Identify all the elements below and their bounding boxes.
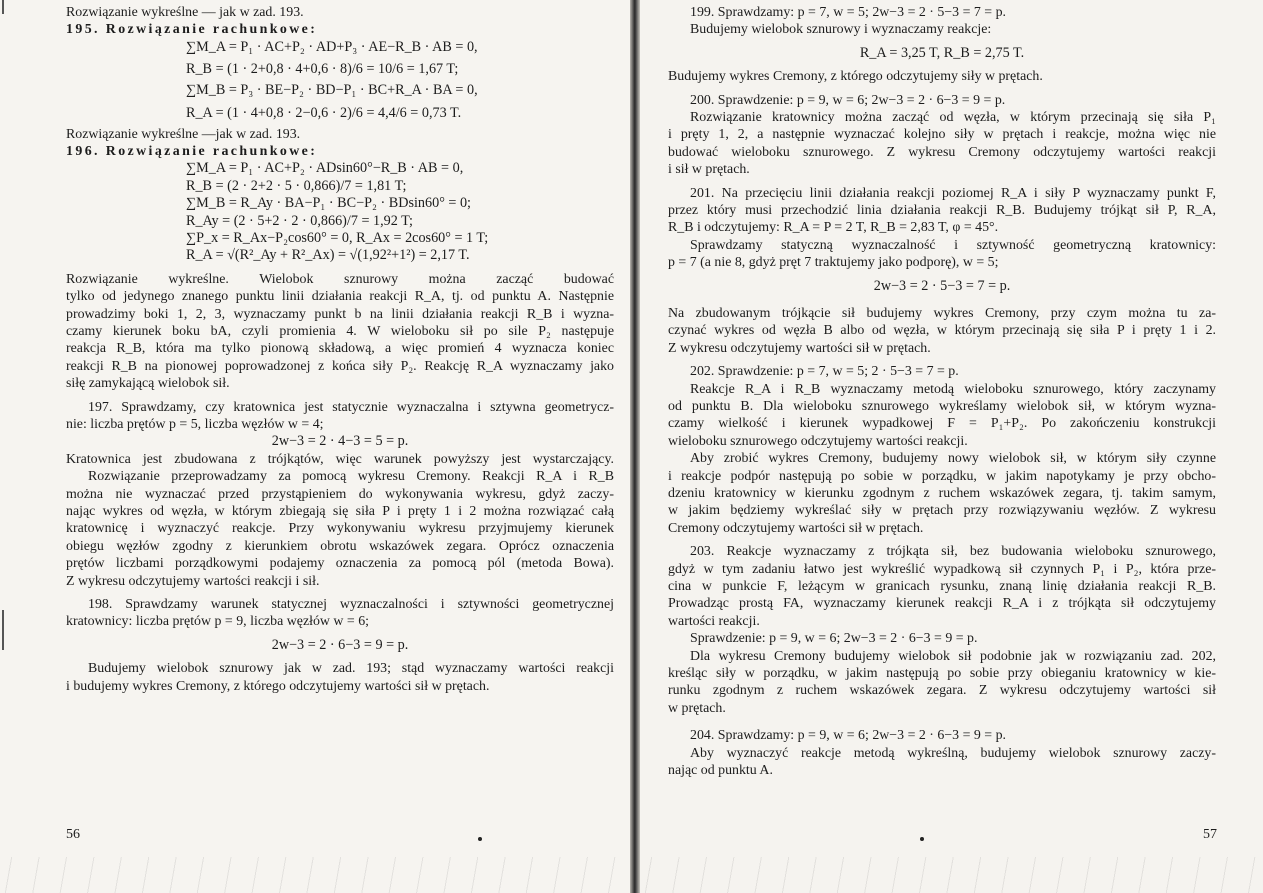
equation-line: R_Ay = (2 · 5+2 · 2 · 0,866)/7 = 1,92 T; [186, 212, 413, 229]
book-gutter [630, 0, 640, 893]
text-line: od punktu B. Dla wieloboku sznurowego wykreślamy wielobok sił, w którym wyzna- [668, 398, 1216, 414]
text-line: nając wykres od węzła, w którym zbiegają się siła P i pręty 1 i 2 można rozwiązać całą [66, 504, 614, 519]
equation-line: ∑P_x = R_Ax−P₂cos60° = 0, R_Ax = 2cos60° = 1 T; [186, 230, 489, 247]
equation-line: 2w−3 = 2 · 4−3 = 5 = p. [271, 433, 409, 450]
right-page [640, 0, 1263, 893]
text-line: Z wykresu odczytujemy wartości reakcji i sił. [66, 573, 320, 589]
printer-dot [478, 837, 482, 841]
text-line: 204. Sprawdzamy: p = 9, w = 6; 2w−3 = 2 · 6−3 = 9 = p. [690, 728, 1007, 744]
text-line: czamy kierunek boku bA, czyli promienia 4. W wieloboku sił po sile P₂ następuje [66, 324, 614, 340]
text-line: 197. Sprawdzamy, czy kratownica jest statycznie wyznaczalna i sztywna geometrycz- [88, 399, 614, 415]
text-line: i sił w prętach. [668, 162, 750, 178]
text-line: przez który musi przechodzić linia działania reakcji R_B. Budujemy trójkąt sił P, R_A, [668, 203, 1216, 218]
text-line: 198. Sprawdzamy warunek statycznej wyznaczalności i sztywności geometrycznej [88, 596, 614, 612]
text-line: Dla wykresu Cremony budujemy wielobok sił podobnie jak w rozwiązaniu zad. 202, [690, 648, 1216, 664]
text-line: 196. Rozwiązanie rachunkowe: [66, 144, 318, 160]
right-text-column [668, 4, 1216, 779]
page-edge-mark [2, 0, 4, 14]
text-line: p = 7 (a nie 8, gdyż pręt 7 traktujemy jako podporę), w = 5; [668, 255, 999, 271]
text-line: 202. Sprawdzenie: p = 7, w = 5; 2 · 5−3 = 7 = p. [690, 364, 959, 380]
text-line: Sprawdzamy statyczną wyznaczalność i sztywność geometryczną kratownicy: [690, 237, 1216, 253]
text-line: 201. Na przecięciu linii działania reakcji poziomej R_A i siły P wyznaczamy punkt F, [690, 185, 1216, 201]
text-line: Prowadząc prostą FA, wyznaczamy kierunek reakcji R_A i z trójkąta sił odczytujemy [668, 596, 1216, 612]
page-edge-mark [2, 610, 4, 650]
text-line: Aby zrobić wykres Cremony, budujemy nowy wielobok sił, w którym siły czynne [690, 451, 1216, 467]
text-line: obiegu węzłów zgodny z kierunkiem obrotu wskazówek zegara. Oprócz oznaczenia [66, 538, 614, 554]
text-line: dzeniu kratownicy w kierunku zgodnym z ruchem wskazówek zegara, tj. takim samym, [668, 485, 1216, 501]
text-line: czynać wykres od węzła B albo od węzła, w którym przecinają się siła P i pręty 1 i 2. [668, 323, 1216, 339]
text-line: gdyż w tym zadaniu łatwo jest wykreślić wypadkową sił czynnych P₁ i P₂, która prze- [668, 561, 1216, 577]
text-line: Na zbudowanym trójkącie sił budujemy wykres Cremony, przy czym można tu za- [668, 306, 1216, 321]
text-line: 195. Rozwiązanie rachunkowe: [66, 22, 318, 38]
text-line: runku zgodnym z ruchem wskazówek zegara. Z wykresu odczytujemy wartości sił [668, 683, 1216, 699]
text-line: Budujemy wielobok sznurowy jak w zad. 193; stąd wyznaczamy wartości reakcji [88, 661, 614, 677]
text-line: Budujemy wielobok sznurowy i wyznaczamy reakcje: [690, 22, 992, 38]
text-line: prowadzimy boki 1, 2, 3, wyznaczamy punkt b na linii działania reakcji R_B i wyzna- [66, 306, 614, 322]
page-number-right: 57 [1203, 827, 1217, 842]
text-line: Sprawdzenie: p = 9, w = 6; 2w−3 = 2 · 6−3 = 9 = p. [690, 631, 978, 647]
text-line: czamy wielkość i kierunek wypadkowej F = P₁+P₂. Po zakończeniu konstrukcji [668, 416, 1216, 432]
text-line: 200. Sprawdzenie: p = 9, w = 6; 2w−3 = 2 · 6−3 = 9 = p. [690, 92, 1006, 108]
text-line: kratownicy: liczba prętów p = 9, liczba węzłów w = 6; [66, 614, 370, 630]
text-line: Reakcje R_A i R_B wyznaczamy metodą wieloboku sznurowego, który zaczynamy [690, 381, 1216, 397]
text-line: R_B i odczytujemy: R_A = P = 2 T, R_B = 2,83 T, φ = 45°. [668, 220, 999, 236]
text-line: prętów liczbami porządkowymi podajemy oznaczenia za pomocą pól (metoda Bowa). [66, 556, 614, 572]
text-line: budować wieloboku sznurowego. Z wykresu Cremony odczytujemy wartości reakcji [668, 144, 1216, 160]
left-text-column [66, 4, 614, 695]
text-line: w prętach. [668, 700, 726, 716]
text-line: 199. Sprawdzamy: p = 7, w = 5; 2w−3 = 2 · 5−3 = 7 = p. [690, 5, 1007, 20]
text-line: wieloboku sznurowego odczytujemy wartości reakcji. [668, 433, 968, 449]
scan-noise [640, 857, 1263, 893]
text-line: Kratownica jest zbudowana z trójkątów, więc warunek powyższy jest wystarczający. [66, 451, 614, 467]
text-line: Rozwiązanie wykreślne —jak w zad. 193. [66, 126, 301, 142]
text-line: kratownicę i wyznaczyć reakcje. Przy wykonywaniu wykresu przyjmujemy kierunek [66, 521, 614, 537]
equation-line: ∑M_A = P₁ · AC+P₂ · AD+P₃ · AE−R_B · AB = 0, [186, 38, 478, 55]
text-line: reakcji R_B na pionowej poprowadzonej z końca siły P₂. Reakcję R_A wyznaczamy jako [66, 358, 614, 374]
equation-line: ∑M_B = R_Ay · BA−P₁ · BC−P₂ · BDsin60° = 0; [186, 195, 471, 212]
text-line: i reakcje podpór następują po sobie w porządku, w jakim napotykamy je przy obcho- [668, 468, 1216, 484]
equation-line: R_B = (2 · 2+2 · 5 · 0,866)/7 = 1,81 T; [186, 177, 407, 194]
text-line: w jakim będziemy wykreślać siły w prętach przy rozwiązywaniu węzłów. Z wykresu [668, 503, 1216, 519]
text-line: Aby wyznaczyć reakcje metodą wykreślną, budujemy wielobok sznurowy zaczy- [690, 745, 1216, 761]
text-line: kreśląc siły w porządku, w jakim następują po sobie przy obieganiu kratownicy w kie- [668, 665, 1216, 681]
text-line: siłę zamykającą wielobok sił. [66, 376, 230, 392]
text-line: Budujemy wykres Cremony, z którego odczytujemy siły w prętach. [668, 69, 1043, 85]
text-line: wartości reakcji. [668, 613, 760, 629]
text-line: tylko od jedynego znanego punktu linii działania reakcji R_A, tj. od punktu A. Następnie [66, 289, 614, 305]
printer-dot [920, 837, 924, 841]
equation-line: R_A = (1 · 4+0,8 · 2−0,6 · 2)/6 = 4,4/6 = 0,73 T. [186, 104, 462, 121]
text-line: cina w punkcie F, leżącym w granicach rysunku, znaną linię działania reakcji R_B. [668, 578, 1216, 594]
text-line: nając od punktu A. [668, 762, 773, 778]
text-line: można nie wyznaczać przed przystąpieniem do wykonywania wykresu, gdyż zaczy- [66, 486, 614, 502]
text-line: 203. Reakcje wyznaczamy z trójkąta sił, bez budowania wieloboku sznurowego, [690, 544, 1216, 560]
equation-line: 2w−3 = 2 · 6−3 = 9 = p. [271, 636, 409, 653]
text-line: i budujemy wykres Cremony, z którego odczytujemy wartości sił w prętach. [66, 678, 490, 694]
text-line: Rozwiązanie przeprowadzamy za pomocą wykresu Cremony. Reakcji R_A i R_B [88, 469, 614, 485]
equation-line: ∑M_A = P₁ · AC+P₂ · ADsin60°−R_B · AB = 0, [186, 160, 464, 177]
equation-line: 2w−3 = 2 · 5−3 = 7 = p. [873, 277, 1011, 294]
equation-line: ∑M_B = P₃ · BE−P₂ · BD−P₁ · BC+R_A · BA = 0, [186, 82, 478, 99]
text-line: reakcja R_B, która ma tylko pionową składową, a więc promień 4 wyznacza koniec [66, 341, 614, 357]
text-line: Rozwiązanie wykreślne. Wielobok sznurowy można zacząć budować [66, 271, 614, 287]
text-line: Rozwiązanie wykreślne — jak w zad. 193. [66, 5, 304, 20]
equation-line: R_B = (1 · 2+0,8 · 4+0,6 · 8)/6 = 10/6 = 1,67 T; [186, 61, 459, 78]
page-number-left: 56 [66, 827, 80, 842]
text-line: Z wykresu odczytujemy wartości sił w prętach. [668, 340, 931, 356]
equation-line: R_A = 3,25 T, R_B = 2,75 T. [859, 44, 1025, 61]
equation-line: R_A = √(R²_Ay + R²_Ax) = √(1,92²+1²) = 2,17 T. [186, 247, 470, 264]
text-line: nie: liczba prętów p = 5, liczba węzłów w = 4; [66, 417, 324, 433]
text-line: Rozwiązanie kratownicy można zacząć od węzła, w którym przecinają się siła P₁ [690, 110, 1216, 126]
scan-noise [0, 857, 630, 893]
text-line: i pręty 1, 2, a następnie wyznaczać kolejno siły w prętach i reakcje, można więc nie [668, 127, 1216, 143]
left-page [0, 0, 630, 893]
text-line: Cremony odczytujemy wartości sił w prętach. [668, 520, 924, 536]
